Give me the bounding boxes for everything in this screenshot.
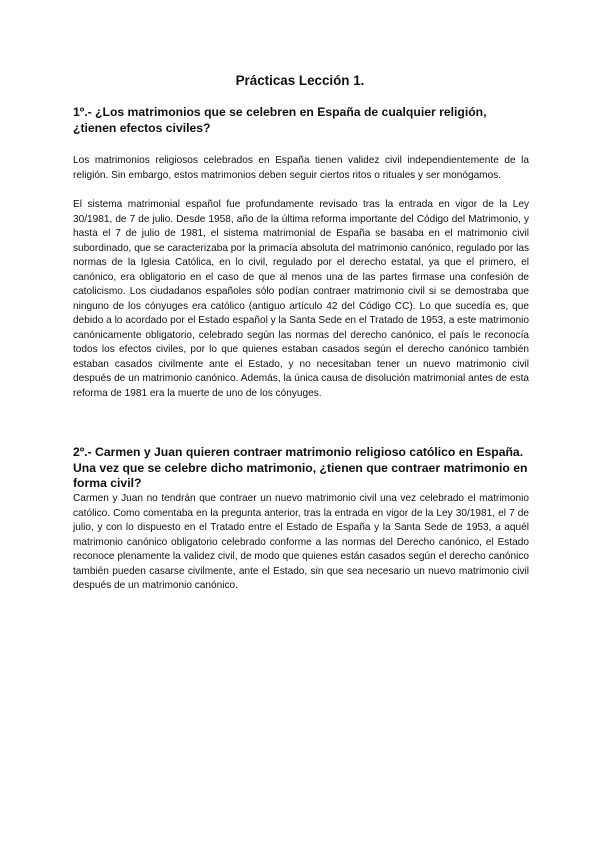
question-2: 2º.- Carmen y Juan quieren contraer matrimonio religioso católico en España. Una vez que se celebre dicho matrimonio, ¿tienen que contraer matrimonio en forma civil? — [73, 445, 528, 491]
answer-1-paragraph-1: Los matrimonios religiosos celebrados en España tienen validez civil independientemente de la religión. Sin embargo, estos matrimonios deben seguir ciertos ritos o rituales y ser monógamos. — [73, 155, 529, 181]
page-title: Prácticas Lección 1. — [235, 73, 365, 88]
answer-2-paragraph-1: Carmen y Juan no tendrán que contraer un nuevo matrimonio civil una vez celebrado el matrimonio católico. Como comentaba en la pregunta anterior, tras la entrada en vigor de la Ley 30/1981, el 7 de julio, y con lo dispuesto en el Tratado entre el Estado de España y la Santa Sede de 1953, a aquél matrimonio canónico obligatorio celebrado conforme a las normas del Derecho canónico, el Estado reconoce plenamente la validez civil, de modo que quienes están casados según el derecho canónico también pueden casarse civilmente, ante el Estado, sin que sea necesario un nuevo matrimonio civil después de un matrimonio canónico. — [73, 493, 529, 591]
question-1: 1º.- ¿Los matrimonios que se celebren en España de cualquier religión, ¿tienen efectos civiles? — [73, 105, 487, 135]
answer-1-paragraph-2: El sistema matrimonial español fue profundamente revisado tras la entrada en vigor de la Ley 30/1981, de 7 de julio. Desde 1958, año de la última reforma importante del Código del Matrimonio, y hasta el 7 de julio de 1981, el sistema matrimonial de España se basaba en el matrimonio civil subordinado, que se caracterizaba por la primacía absoluta del matrimonio canónico, regulado por las normas de la Iglesia Católica, en lo civil, regulado por el derecho estatal, ya que el primero, el canónico, era obligatorio en el caso de que al menos una de las partes firmase una confesión de catolicismo. Los ciudadanos españoles sólo podían contraer matrimonio civil si se demostraba que ninguno de los cónyuges era católico (antiguo artículo 42 del Código CC). Lo que sucedía es, que debido a lo acordado por el Estado español y la Santa Sede en el Tratado de 1953, a este matrimonio canónicamente obligatorio, celebrado según las normas del derecho canónico, el país le reconocía todos los efectos civiles, por lo que quienes estaban casados según el derecho canónico también estaban casados civilmente ante el Estado, y no necesitaban tener un nuevo matrimonio civil después de un matrimonio canónico. Además, la única causa de disolución matrimonial antes de esta reforma de 1981 era la muerte de uno de los cónyuges. — [73, 199, 529, 399]
